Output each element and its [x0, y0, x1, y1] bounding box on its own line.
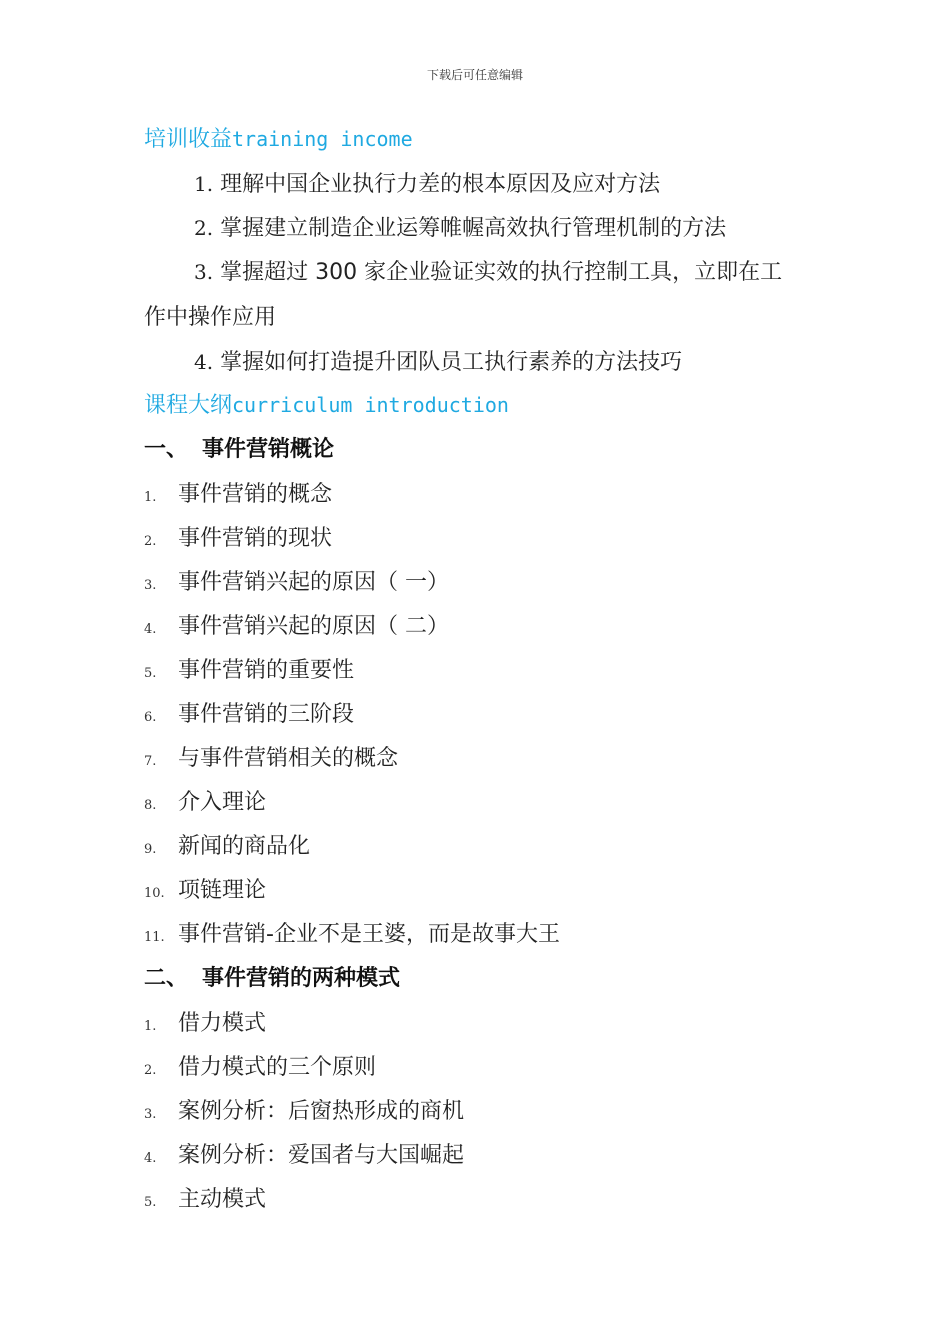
section-number: 二、 [144, 966, 189, 991]
benefit-item [194, 255, 782, 286]
benefit-text: 掌握如何打造提升团队员工执行素养的方法技巧 [220, 350, 683, 375]
list-item [144, 521, 332, 552]
benefit-text: 理解中国企业执行力差的根本原因及应对方法 [220, 172, 661, 197]
section-text: 事件营销概论 [202, 437, 335, 462]
benefit-continuation: 作中操作应用 [144, 305, 277, 330]
page-header: 下载后可任意编辑 [426, 68, 523, 82]
heading-cn: 培训收益 [144, 127, 233, 152]
list-item [144, 609, 449, 640]
list-item [144, 873, 266, 904]
item-number: 11. [144, 930, 165, 945]
item-text: 与事件营销相关的概念 [178, 746, 399, 771]
benefit-text: 掌握建立制造企业运筹帷幄高效执行管理机制的方法 [220, 216, 727, 241]
item-number: 7. [144, 754, 157, 769]
item-number: 4. [144, 1151, 157, 1166]
item-number: 1. [144, 490, 157, 505]
list-item [144, 741, 398, 772]
list-item [144, 829, 310, 860]
item-text: 借力模式的三个原则 [178, 1055, 377, 1080]
heading-cn: 课程大纲 [144, 393, 233, 418]
curriculum-heading [144, 388, 509, 419]
item-text: 新闻的商品化 [178, 834, 311, 859]
item-text: 事件营销的重要性 [178, 658, 355, 683]
list-item [144, 653, 354, 684]
heading-en: training income [232, 127, 413, 151]
benefit-number: 1. [194, 172, 214, 196]
list-item [144, 1094, 464, 1125]
item-number: 1. [144, 1019, 157, 1034]
item-number: 5. [144, 1195, 157, 1210]
item-number: 3. [144, 578, 157, 593]
item-text: 事件营销兴起的原因（ 二） [178, 614, 449, 639]
item-text: 事件营销-企业不是王婆，而是故事大王 [178, 922, 560, 947]
item-text: 借力模式 [178, 1011, 267, 1036]
item-text: 案例分析：后窗热形成的商机 [178, 1099, 465, 1124]
item-number: 9. [144, 842, 157, 857]
benefit-number: 4. [194, 350, 214, 374]
item-text: 主动模式 [178, 1187, 267, 1212]
item-number: 6. [144, 710, 157, 725]
item-number: 3. [144, 1107, 157, 1122]
list-item [144, 1050, 376, 1081]
item-number: 10. [144, 886, 165, 901]
item-text: 事件营销的三阶段 [178, 702, 355, 727]
section-number: 一、 [144, 437, 189, 462]
benefit-number: 3. [194, 260, 214, 284]
item-text: 案例分析：爱国者与大国崛起 [178, 1143, 465, 1168]
section-title [144, 961, 400, 992]
item-text: 事件营销的概念 [178, 482, 333, 507]
list-item [144, 697, 354, 728]
section-text: 事件营销的两种模式 [202, 966, 401, 991]
item-number: 4. [144, 622, 157, 637]
heading-en: curriculum introduction [232, 393, 509, 417]
item-number: 8. [144, 798, 157, 813]
item-text: 事件营销的现状 [178, 526, 333, 551]
item-number: 2. [144, 1063, 157, 1078]
list-item [144, 565, 449, 596]
benefit-text: 掌握超过 300 家企业验证实效的执行控制工具，立即在工 [220, 260, 783, 285]
item-number: 2. [144, 534, 157, 549]
benefit-item [194, 211, 726, 242]
item-text: 事件营销兴起的原因（ 一） [178, 570, 449, 595]
benefit-number: 2. [194, 216, 214, 240]
list-item [144, 1006, 266, 1037]
benefit-item [194, 167, 660, 198]
list-item [144, 1182, 266, 1213]
item-number: 5. [144, 666, 157, 681]
item-text: 介入理论 [178, 790, 267, 815]
list-item [144, 477, 332, 508]
benefit-item [194, 345, 682, 376]
list-item [144, 1138, 464, 1169]
list-item [144, 917, 560, 948]
section-title [144, 432, 334, 463]
training-income-heading [144, 122, 413, 153]
item-text: 项链理论 [178, 878, 267, 903]
list-item [144, 785, 266, 816]
